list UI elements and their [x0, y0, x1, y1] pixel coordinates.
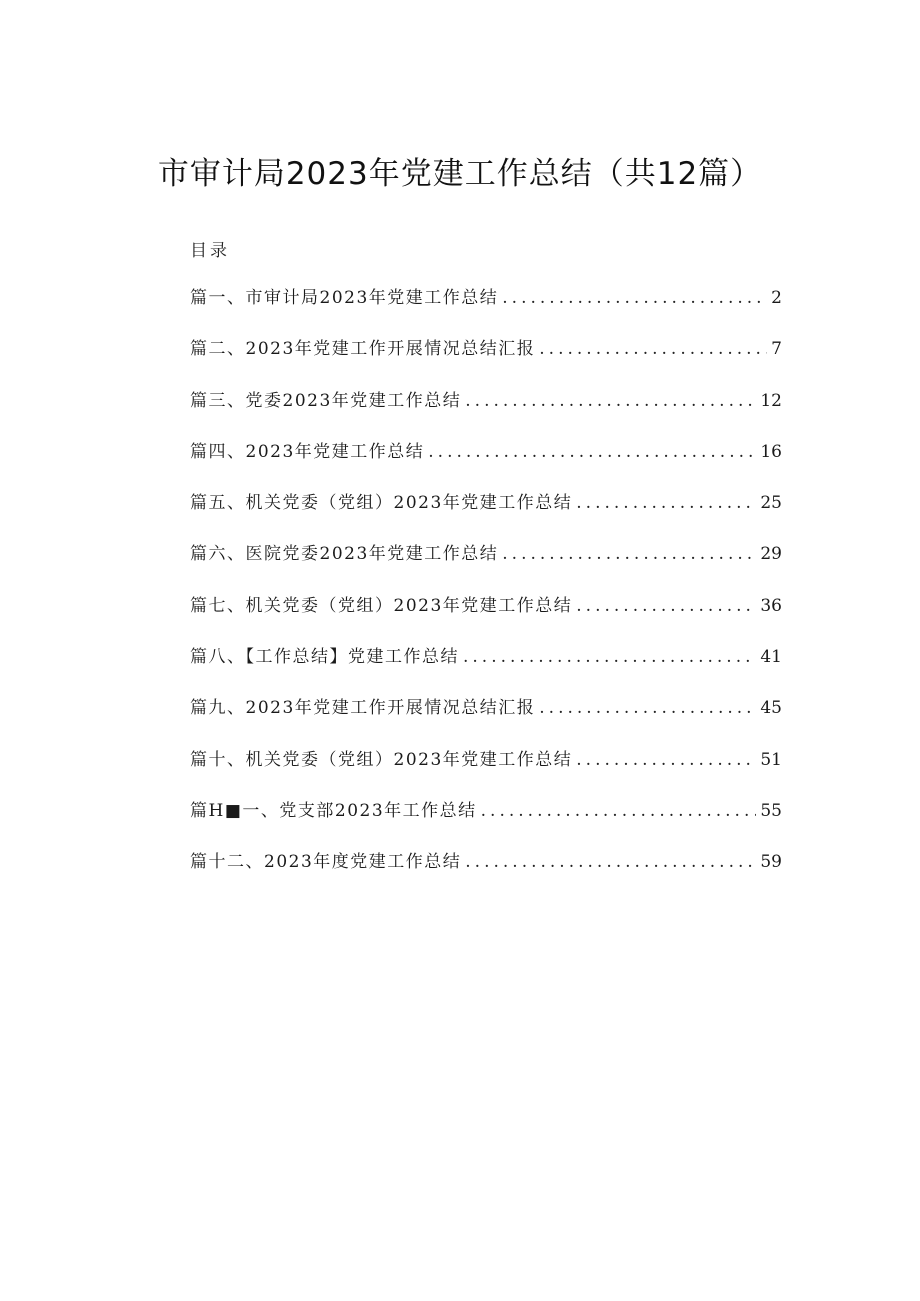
toc-entry-label: 篇二、2023年党建工作开展情况总结汇报 [190, 339, 536, 360]
toc-leader-dots [502, 288, 767, 308]
toc-entry-label: 篇七、机关党委（党组）2023年党建工作总结 [190, 595, 573, 616]
toc-entry-label: 篇一、市审计局2023年党建工作总结 [190, 288, 499, 308]
toc-leader-dots [576, 596, 756, 616]
toc-entry-page-number: 7 [771, 339, 782, 360]
toc-leader-dots [502, 544, 756, 564]
toc-entry[interactable] [190, 488, 782, 539]
toc-leader-dots [539, 339, 767, 359]
toc-leader-dots [428, 442, 756, 462]
toc-entry[interactable] [190, 539, 782, 590]
toc-entry-page-number: 45 [760, 698, 782, 719]
toc-heading: 目录 [190, 241, 230, 261]
toc-entry-page-number: 25 [760, 493, 782, 514]
toc-entry-page-number: 55 [760, 800, 782, 821]
toc-entry-label: 篇三、党委2023年党建工作总结 [190, 390, 462, 411]
toc-entry-label: 篇六、医院党委2023年党建工作总结 [190, 544, 499, 565]
toc-entry-label: 篇H■一、党支部2023年工作总结 [190, 800, 477, 821]
toc-entry[interactable] [190, 693, 782, 744]
toc-entry[interactable] [190, 334, 782, 385]
toc-entry-page-number: 59 [760, 852, 782, 873]
toc-entry[interactable] [190, 642, 782, 693]
toc-entry[interactable] [190, 386, 782, 437]
toc-entry-label: 篇九、2023年党建工作开展情况总结汇报 [190, 698, 536, 719]
toc-entry-page-number: 2 [771, 288, 782, 308]
toc-entry-label: 篇八、【工作总结】党建工作总结 [190, 647, 459, 668]
toc-entry[interactable] [190, 745, 782, 796]
toc-entry-label: 篇十、机关党委（党组）2023年党建工作总结 [190, 749, 573, 770]
toc-leader-dots [576, 750, 756, 770]
toc-entry[interactable] [190, 437, 782, 488]
toc-leader-dots [465, 391, 756, 411]
toc-entry-page-number: 36 [760, 595, 782, 616]
toc-leader-dots [539, 698, 756, 718]
toc-leader-dots [463, 647, 756, 667]
toc-leader-dots [481, 801, 757, 821]
toc-entry-page-number: 51 [760, 749, 782, 770]
toc-entry-page-number: 29 [760, 544, 782, 565]
toc-entry-label: 篇五、机关党委（党组）2023年党建工作总结 [190, 493, 573, 514]
toc-entry-label: 篇十二、2023年度党建工作总结 [190, 852, 462, 873]
toc-entry[interactable] [190, 847, 782, 898]
document-title: 市审计局2023年党建工作总结（共12篇） [157, 156, 763, 192]
toc-entry-page-number: 16 [760, 441, 782, 462]
toc-entry[interactable] [190, 591, 782, 642]
toc-entry-page-number: 41 [760, 647, 782, 668]
toc-entry[interactable] [190, 283, 782, 334]
toc-entry-label: 篇四、2023年党建工作总结 [190, 441, 425, 462]
toc-entry-page-number: 12 [760, 390, 782, 411]
toc-entry[interactable] [190, 796, 782, 847]
toc-leader-dots [576, 493, 756, 513]
toc-leader-dots [465, 852, 756, 872]
table-of-contents [190, 283, 782, 899]
